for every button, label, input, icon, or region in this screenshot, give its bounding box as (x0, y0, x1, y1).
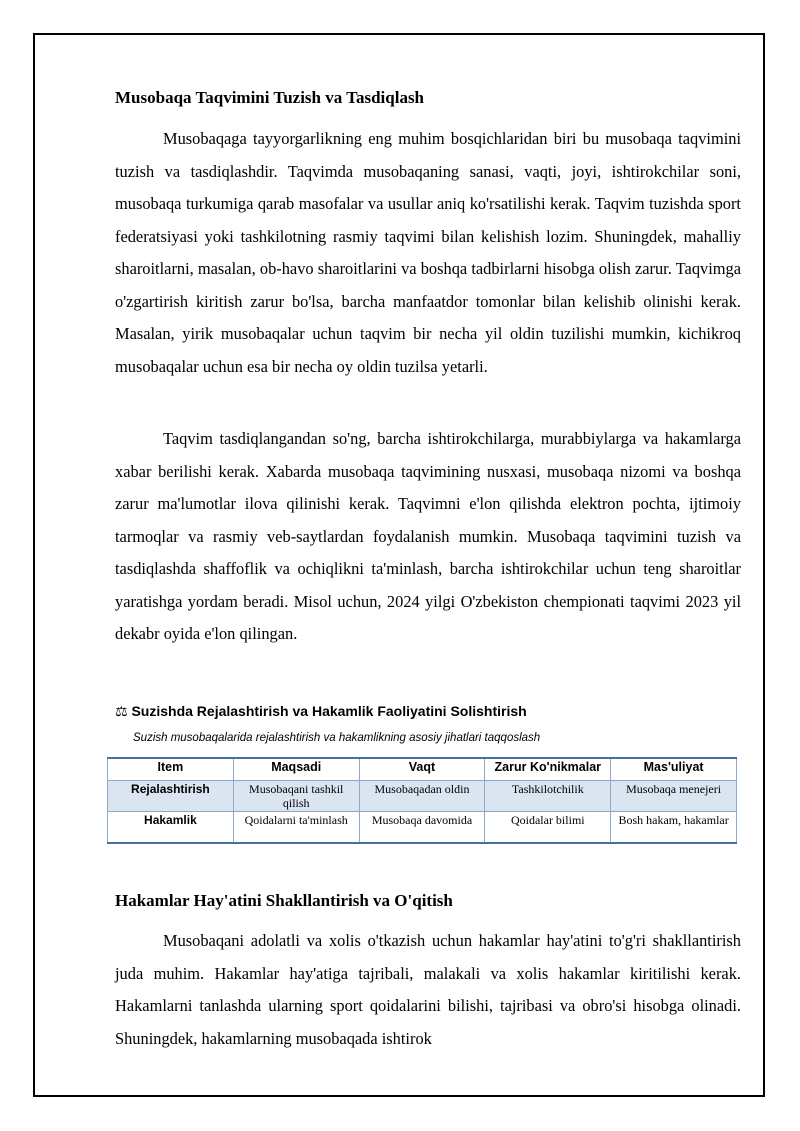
table-title-text: Suzishda Rejalashtirish va Hakamlik Faoliyatini Solishtirish (131, 703, 527, 719)
header-item: Item (108, 758, 234, 781)
scales-icon: ⚖ (115, 703, 128, 719)
table-row (108, 812, 737, 844)
table-cell: Qoidalarni ta'minlash (233, 812, 359, 844)
table-header-row (108, 758, 737, 781)
section-heading-calendar: Musobaqa Taqvimini Tuzish va Tasdiqlash (115, 88, 425, 107)
table-title (115, 703, 527, 720)
table-cell: Hakamlik (108, 812, 234, 844)
table-cell: Tashkilotchilik (485, 781, 611, 812)
comparison-table (107, 757, 737, 844)
header-vaqt: Vaqt (359, 758, 485, 781)
paragraph-calendar-2: Taqvim tasdiqlangandan so'ng, barcha ishtirokchilarga, murabbiylarga va hakamlarga xabar berilishi kerak. Xabarda musobaqa taqvimining nusxasi, musobaqa nizomi va boshqa zarur ma'lumotlar ilova qilinishi kerak. Taqvimni e'lon qilishda elektron pochta, ijtimoiy tarmoqlar va rasmiy veb-saytlardan foydalanish mumkin. Musobaqa taqvimini tuzish va tasdiqlashda shaffoflik va ochiqlikni ta'minlash, barcha ishtirokchilar uchun teng sharoitlar yaratishga yordam beradi. Misol uchun, 2024 yilgi O'zbekiston chempionati taqvimi 2023 yil dekabr oyida e'lon qilingan. (115, 429, 741, 643)
table-cell: Musobaqani tashkil qilish (233, 781, 359, 812)
paragraph-judges-1: Musobaqani adolatli va xolis o'tkazish uchun hakamlar hay'atini to'g'ri shakllantirish juda muhim. Hakamlar hay'atiga tajribali, malakali va xolis hakamlar kiritilishi kerak. Hakamlarni tanlashda ularning sport qoidalarini bilishi, tajribasi va obro'si hisobga olinadi. Shuningdek, hakamlarning musobaqada ishtirok (115, 931, 741, 1048)
paragraph-calendar-1: Musobaqaga tayyorgarlikning eng muhim bosqichlaridan biri bu musobaqa taqvimini tuzish va tasdiqlashdir. Taqvimda musobaqaning sanasi, vaqti, joyi, ishtirokchilar soni, musobaqa turkumiga qarab masofalar va usullar aniq ko'rsatilishi kerak. Taqvim tuzishda sport federatsiyasi yoki tashkilotning rasmiy taqvimi bilan kelishish lozim. Shuningdek, mahalliy sharoitlarni, masalan, ob-havo sharoitlarini va boshqa tadbirlarni hisobga olish zarur. Taqvimga o'zgartirish kiritish zarur bo'lsa, barcha manfaatdor tomonlar bilan kelishib olinishi kerak. Masalan, yirik musobaqalar uchun taqvim bir necha yil oldin tuzilishi mumkin, kichikroq musobaqalar uchun esa bir necha oy oldin tuzilsa yetarli. (115, 129, 741, 376)
header-masuliyat: Mas'uliyat (611, 758, 737, 781)
table-row (108, 781, 737, 812)
table-cell: Musobaqadan oldin (359, 781, 485, 812)
header-maqsadi: Maqsadi (233, 758, 359, 781)
table-cell: Qoidalar bilimi (485, 812, 611, 844)
table-caption: Suzish musobaqalarida rejalashtirish va hakamlikning asosiy jihatlari taqqoslash (133, 732, 541, 744)
section-heading-judges: Hakamlar Hay'atini Shakllantirish va O'qitish (115, 891, 453, 910)
header-konikmalar: Zarur Ko'nikmalar (485, 758, 611, 781)
table-cell: Musobaqa davomida (359, 812, 485, 844)
table-cell: Musobaqa menejeri (611, 781, 737, 812)
table-cell: Bosh hakam, hakamlar (611, 812, 737, 844)
table-cell: Rejalashtirish (108, 781, 234, 812)
